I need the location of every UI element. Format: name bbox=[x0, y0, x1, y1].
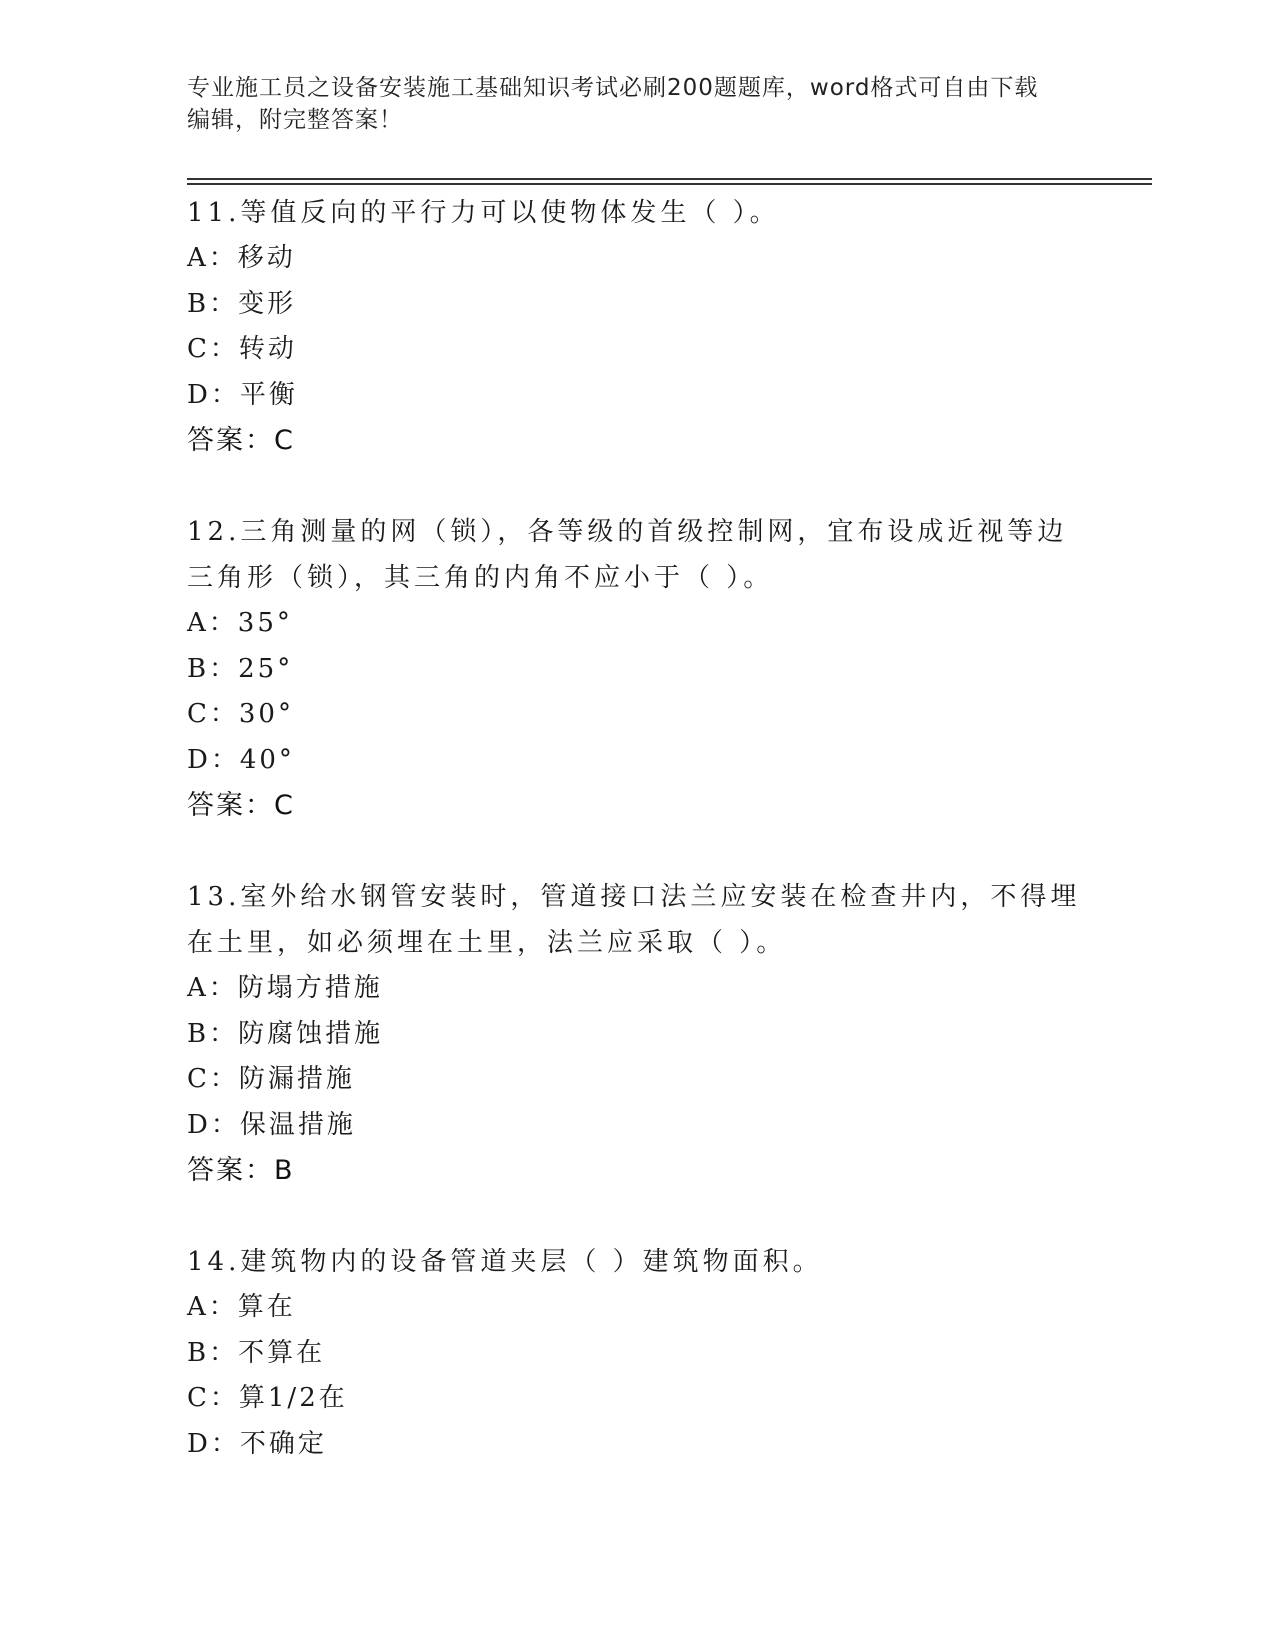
question-11 bbox=[187, 190, 1087, 464]
option-d: D：平衡 bbox=[187, 379, 298, 410]
option-a: A：35° bbox=[187, 608, 293, 638]
document-header bbox=[187, 72, 1087, 136]
option-b: B：不算在 bbox=[187, 1337, 326, 1368]
option-c: C：算1/2在 bbox=[187, 1383, 348, 1413]
header-divider-top bbox=[187, 178, 1152, 180]
option-c: C：30° bbox=[187, 699, 294, 729]
answer: 答案：C bbox=[187, 790, 295, 821]
option-b: B：变形 bbox=[187, 288, 297, 319]
answer: 答案：C bbox=[187, 425, 295, 456]
option-d: D：不确定 bbox=[187, 1428, 327, 1459]
question-list bbox=[187, 190, 1087, 1512]
option-a: A：移动 bbox=[187, 243, 296, 273]
option-a: A：防塌方措施 bbox=[187, 973, 383, 1003]
question-text: 14.建筑物内的设备管道夹层（ ）建筑物面积。 bbox=[187, 1247, 823, 1277]
option-d: D：40° bbox=[187, 744, 295, 775]
header-line-2: 编辑，附完整答案！ bbox=[187, 107, 403, 133]
question-13 bbox=[187, 874, 1087, 1194]
question-text: 11.等值反向的平行力可以使物体发生（ ）。 bbox=[187, 198, 780, 228]
header-line-1: 专业施工员之设备安装施工基础知识考试必刷200题题库，word格式可自由下载 bbox=[187, 75, 1039, 101]
answer: 答案：B bbox=[187, 1155, 295, 1186]
option-a: A：算在 bbox=[187, 1292, 296, 1322]
option-d: D：保温措施 bbox=[187, 1109, 356, 1140]
option-c: C：转动 bbox=[187, 334, 297, 364]
question-text: 12.三角测量的网（锁），各等级的首级控制网，宜布设成近视等边三角形（锁），其三角的内角不应小于（ ）。 bbox=[187, 517, 1068, 593]
question-text: 13.室外给水钢管安装时，管道接口法兰应安装在检查井内，不得埋在土里，如必须埋在土里，法兰应采取（ ）。 bbox=[187, 882, 1081, 958]
question-14 bbox=[187, 1239, 1087, 1467]
option-b: B：防腐蚀措施 bbox=[187, 1018, 384, 1049]
header-divider-bottom bbox=[187, 183, 1152, 185]
option-c: C：防漏措施 bbox=[187, 1064, 355, 1094]
question-12 bbox=[187, 509, 1087, 829]
option-b: B：25° bbox=[187, 653, 294, 684]
